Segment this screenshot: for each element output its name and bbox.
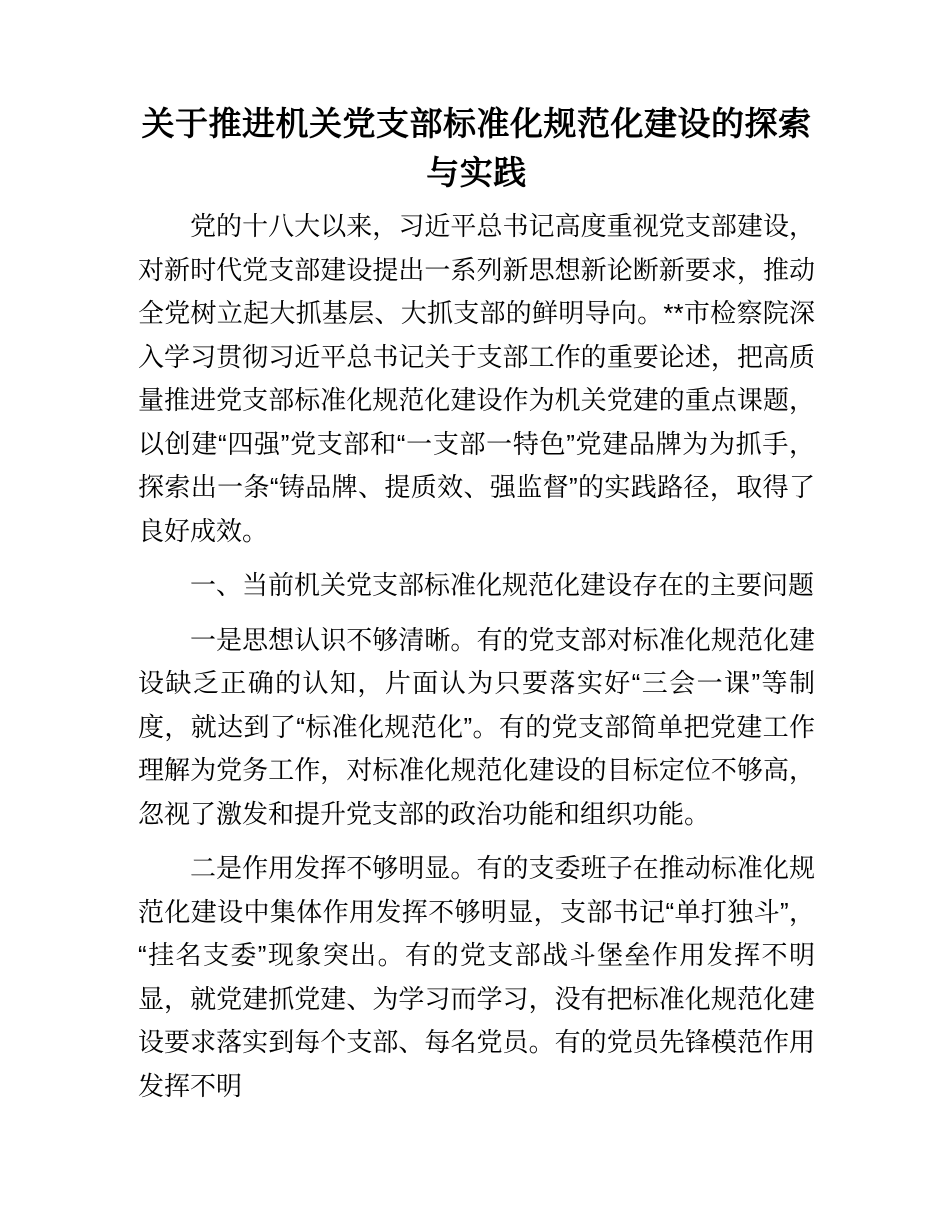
document-title: 关于推进机关党支部标准化规范化建设的探索与实践 [141, 105, 812, 191]
section-heading-1: 一、当前机关党支部标准化规范化建设存在的主要问题 [190, 570, 815, 600]
paragraph-intro: 党的十八大以来，习近平总书记高度重视党支部建设，对新时代党支部建设提出一系列新思想新论断新要求，推动全党树立起大抓基层、大抓支部的鲜明导向。**市检察院深入学习贯彻习近平总书记关于支部工作的重要论述，把高质量推进党支部标准化规范化建设作为机关党建的重点课题，以创建“四强”党支部和“一支部一特色”党建品牌为为抓手，探索出一条“铸品牌、提质效、强监督”的实践路径，取得了良好成效。 [138, 211, 815, 546]
paragraph-point-1: 一是思想认识不够清晰。有的党支部对标准化规范化建设缺乏正确的认知，片面认为只要落实好“三会一课”等制度，就达到了“标准化规范化”。有的党支部简单把党建工作理解为党务工作，对标准化规范化建设的目标定位不够高，忽视了激发和提升党支部的政治功能和组织功能。 [138, 624, 815, 829]
paragraph-point-2: 二是作用发挥不够明显。有的支委班子在推动标准化规范化建设中集体作用发挥不够明显，支部书记“单打独斗”，“挂名支委”现象突出。有的党支部战斗堡垒作用发挥不明显，就党建抓党建、为学习而学习，没有把标准化规范化建设要求落实到每个支部、每名党员。有的党员先锋模范作用发挥不明 [138, 853, 815, 1101]
